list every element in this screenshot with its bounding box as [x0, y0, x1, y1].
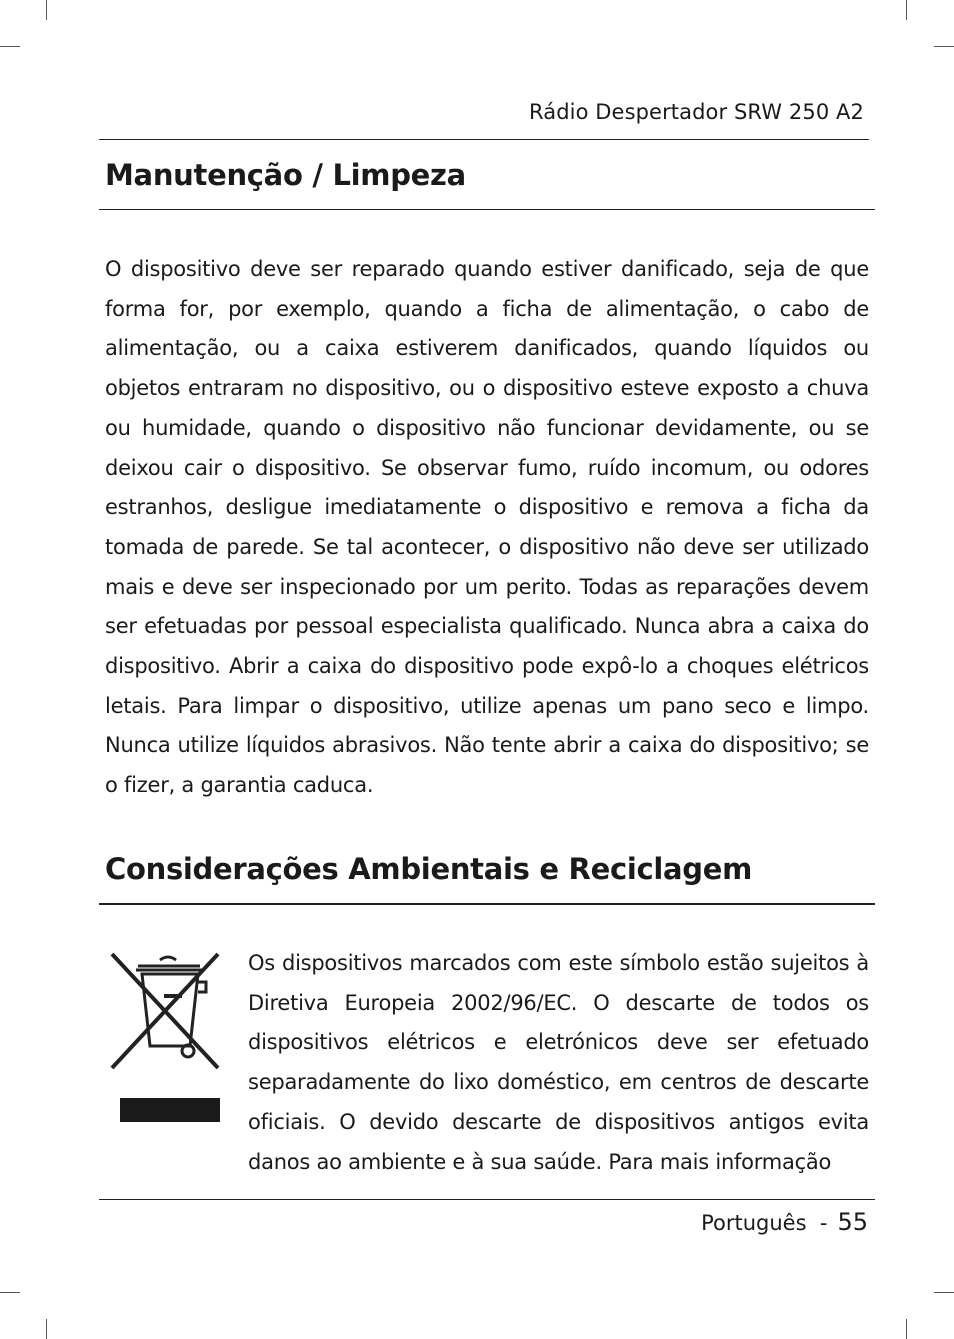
crop-mark — [46, 1319, 47, 1339]
section-heading-environment: Considerações Ambientais e Reciclagem — [105, 852, 753, 886]
section-heading-maintenance: Manutenção / Limpeza — [105, 158, 466, 192]
header-rule — [99, 139, 869, 140]
heading-rule — [99, 903, 875, 905]
crop-mark — [934, 46, 954, 47]
running-header: Rádio Despertador SRW 250 A2 — [529, 100, 864, 124]
footer-rule — [99, 1199, 875, 1200]
crop-mark — [0, 46, 20, 47]
page-number: 55 — [837, 1208, 868, 1236]
crossed-out-wheelie-bin-icon — [108, 948, 224, 1132]
crop-mark — [0, 1292, 20, 1293]
crop-mark — [906, 1319, 907, 1339]
crop-mark — [934, 1292, 954, 1293]
crop-mark — [906, 0, 907, 20]
heading-rule — [99, 209, 875, 210]
page-footer — [701, 1208, 868, 1236]
footer-language: Português - — [701, 1211, 828, 1235]
crop-mark — [46, 0, 47, 20]
environment-paragraph: Os dispositivos marcados com este símbolo estão sujeitos à Diretiva Europeia 2002/96/EC. O descarte de todos os dispositivos elétricos e eletrónicos deve ser efetuado separadamente do lixo doméstico, em centros de descarte oficiais. O devido descarte de dispositivos antigos evita danos ao ambiente e à sua saúde. Para mais informação — [248, 951, 869, 1174]
maintenance-paragraph: O dispositivo deve ser reparado quando estiver danificado, seja de que forma for, por exemplo, quando a ficha de alimentação, o cabo de alimentação, ou a caixa estiverem danificados, quando líquidos ou objetos entraram no dispositivo, ou o dispositivo esteve exposto a chuva ou humidade, quando o dispositivo não funcionar devidamente, ou se deixou cair o dispositivo. Se observar fumo, ruído incomum, ou odores estranhos, desligue imediatamente o dispositivo e remova a ficha da tomada de parede. Se tal acontecer, o dispositivo não deve ser utilizado mais e deve ser inspecionado por um perito. Todas as reparações devem ser efetuadas por pessoal especialista qualificado. Nunca abra a caixa do dispositivo. Abrir a caixa do dispositivo pode expô-lo a choques elétricos letais. Para limpar o dispositivo, utilize apenas um pano seco e limpo. Nunca utilize líquidos abrasivos. Não tente abrir a caixa do dispositivo; se o fizer, a garantia caduca. — [105, 257, 869, 798]
